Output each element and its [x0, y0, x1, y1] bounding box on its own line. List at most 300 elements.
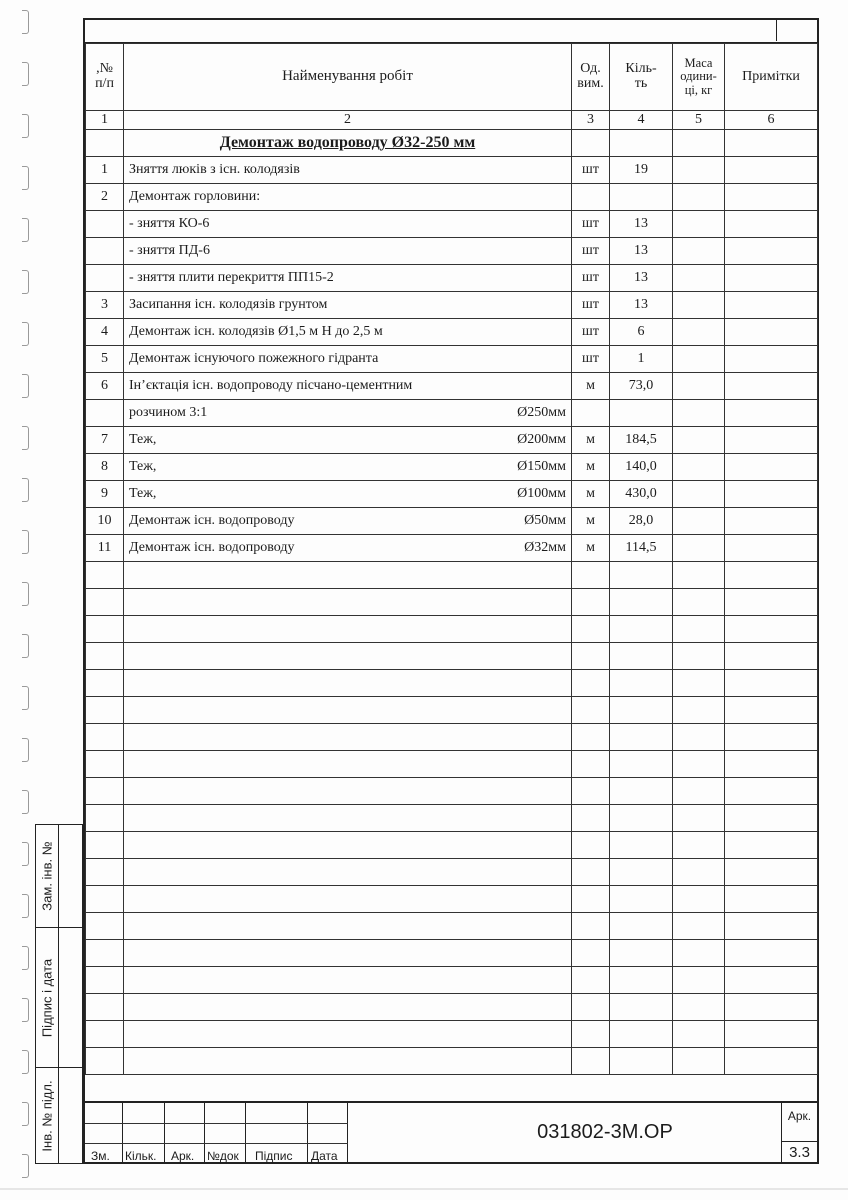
row-mass: [673, 238, 725, 265]
binder-hole: [22, 530, 29, 554]
table-row: [86, 400, 818, 427]
row-name: [124, 508, 572, 535]
binder-hole: [22, 270, 29, 294]
empty-cell: [124, 1048, 572, 1075]
empty-cell: [725, 697, 818, 724]
table-row: [86, 157, 818, 184]
empty-cell: [124, 805, 572, 832]
table-row: [86, 373, 818, 400]
row-unit: шт: [572, 157, 610, 184]
empty-cell: [572, 940, 610, 967]
row-unit: шт: [572, 238, 610, 265]
row-name-text: Демонтаж існуючого пожежного гідранта: [129, 351, 379, 366]
row-qty: 19: [610, 157, 673, 184]
column-numbers-row: [86, 111, 818, 130]
row-number: [86, 265, 124, 292]
row-name: [124, 427, 572, 454]
row-name-text: Теж,: [129, 432, 157, 447]
empty-row: [86, 670, 818, 697]
binder-hole: [22, 1154, 29, 1178]
table-row: [86, 481, 818, 508]
empty-cell: [86, 697, 124, 724]
row-number: 6: [86, 373, 124, 400]
empty-row: [86, 1021, 818, 1048]
tb-rule: [85, 1123, 348, 1124]
empty-cell: [673, 778, 725, 805]
row-mass: [673, 454, 725, 481]
empty-cell: [725, 1021, 818, 1048]
row-mass: [673, 157, 725, 184]
empty-cell: [673, 697, 725, 724]
empty-cell: [610, 832, 673, 859]
empty-row: [86, 589, 818, 616]
empty-cell: [673, 616, 725, 643]
binder-hole: [22, 946, 29, 970]
row-name-text: Демонтаж існ. колодязів Ø1,5 м H до 2,5 м: [129, 324, 383, 339]
empty-cell: [572, 751, 610, 778]
empty-cell: [610, 616, 673, 643]
section-row: [86, 130, 818, 157]
row-mass: [673, 508, 725, 535]
empty-cell: [572, 589, 610, 616]
tb-label-ark: Арк.: [171, 1149, 195, 1163]
empty-cell: [725, 940, 818, 967]
binder-hole: [22, 10, 29, 34]
row-mass: [673, 265, 725, 292]
empty-cell: [725, 670, 818, 697]
row-number: [86, 238, 124, 265]
empty-cell: [124, 967, 572, 994]
binder-hole: [22, 374, 29, 398]
tb-label-zm: Зм.: [91, 1149, 110, 1163]
row-unit: шт: [572, 292, 610, 319]
col-number: 2: [124, 111, 572, 130]
col-number: 6: [725, 111, 818, 130]
tb-label-data: Дата: [311, 1149, 338, 1163]
table-row: [86, 535, 818, 562]
row-mass: [673, 346, 725, 373]
empty-cell: [673, 967, 725, 994]
row-unit: м: [572, 373, 610, 400]
row-number: 2: [86, 184, 124, 211]
top-strip: [83, 18, 819, 43]
empty-cell: [610, 670, 673, 697]
empty-row: [86, 1048, 818, 1075]
row-unit: шт: [572, 319, 610, 346]
empty-cell: [86, 940, 124, 967]
col-number: 5: [673, 111, 725, 130]
row-unit: м: [572, 427, 610, 454]
empty-cell: [86, 1021, 124, 1048]
empty-cell: [86, 724, 124, 751]
binder-hole: [22, 322, 29, 346]
row-number: [86, 211, 124, 238]
row-qty: [610, 184, 673, 211]
row-number: 3: [86, 292, 124, 319]
row-diameter: Ø50мм: [524, 513, 566, 528]
row-notes: [725, 508, 818, 535]
empty-cell: [86, 994, 124, 1021]
row-qty: 13: [610, 238, 673, 265]
empty-cell: [673, 643, 725, 670]
row-mass: [673, 292, 725, 319]
empty-cell: [725, 913, 818, 940]
document-code: 031802-3М.ОР: [537, 1121, 673, 1143]
empty-cell: [725, 616, 818, 643]
empty-cell: [572, 778, 610, 805]
row-number: 7: [86, 427, 124, 454]
empty-row: [86, 967, 818, 994]
empty-cell: [610, 697, 673, 724]
empty-cell: [86, 589, 124, 616]
col-number: 1: [86, 111, 124, 130]
row-notes: [725, 184, 818, 211]
empty-cell: [725, 562, 818, 589]
section-title: Демонтаж водопроводу Ø32-250 мм: [124, 130, 572, 157]
empty-row: [86, 805, 818, 832]
table-row: [86, 454, 818, 481]
row-qty: 13: [610, 211, 673, 238]
empty-cell: [610, 940, 673, 967]
row-notes: [725, 292, 818, 319]
col-number: 4: [610, 111, 673, 130]
tb-label-ndok: №док: [207, 1149, 239, 1163]
stamp-label-cell: [36, 928, 59, 1067]
row-qty: 114,5: [610, 535, 673, 562]
row-name-text: Теж,: [129, 459, 157, 474]
empty-cell: [86, 670, 124, 697]
row-unit: шт: [572, 211, 610, 238]
empty-cell: [124, 913, 572, 940]
empty-cell: [673, 589, 725, 616]
empty-row: [86, 724, 818, 751]
header-qty: Кіль- ть: [610, 44, 673, 111]
row-number: 1: [86, 157, 124, 184]
row-name: [124, 400, 572, 427]
row-name: [124, 346, 572, 373]
row-notes: [725, 157, 818, 184]
empty-cell: [673, 1048, 725, 1075]
empty-cell: [124, 832, 572, 859]
row-number: 11: [86, 535, 124, 562]
empty-cell: [610, 751, 673, 778]
title-block: [85, 1101, 817, 1164]
header-mass: Маса одини- ці, кг: [673, 44, 725, 111]
binder-hole: [22, 62, 29, 86]
binder-hole: [22, 634, 29, 658]
row-name-text: Зняття люків з існ. колодязів: [129, 162, 300, 177]
row-name-text: розчином 3:1: [129, 405, 208, 420]
row-mass: [673, 184, 725, 211]
stamp-zam-inv: [35, 824, 83, 928]
row-qty: 13: [610, 292, 673, 319]
row-number: 9: [86, 481, 124, 508]
row-name-text: - зняття плити перекриття ПП15-2: [129, 270, 334, 285]
empty-cell: [572, 697, 610, 724]
empty-cell: [673, 1021, 725, 1048]
stamp-pidpys: [35, 928, 83, 1068]
row-notes: [725, 319, 818, 346]
empty-cell: [673, 805, 725, 832]
table-row: [86, 427, 818, 454]
row-qty: 140,0: [610, 454, 673, 481]
empty-cell: [725, 859, 818, 886]
empty-cell: [86, 130, 124, 157]
empty-cell: [610, 805, 673, 832]
empty-cell: [86, 751, 124, 778]
empty-row: [86, 643, 818, 670]
binder-hole: [22, 686, 29, 710]
row-notes: [725, 427, 818, 454]
row-unit: м: [572, 535, 610, 562]
empty-cell: [673, 130, 725, 157]
header-name: Найменування робіт: [124, 44, 572, 111]
empty-cell: [673, 886, 725, 913]
empty-cell: [673, 913, 725, 940]
row-unit: шт: [572, 346, 610, 373]
sheet-number: 3.3: [782, 1141, 817, 1161]
empty-cell: [610, 643, 673, 670]
empty-cell: [725, 643, 818, 670]
empty-cell: [124, 670, 572, 697]
row-name: [124, 481, 572, 508]
empty-cell: [572, 832, 610, 859]
empty-cell: [673, 832, 725, 859]
header-notes: Примітки: [725, 44, 818, 111]
empty-cell: [86, 643, 124, 670]
empty-cell: [124, 886, 572, 913]
row-notes: [725, 211, 818, 238]
row-name: [124, 292, 572, 319]
empty-cell: [610, 886, 673, 913]
empty-cell: [124, 562, 572, 589]
row-name: [124, 454, 572, 481]
tb-label-kilk: Кільк.: [125, 1149, 157, 1163]
empty-cell: [610, 1048, 673, 1075]
stamp-label-cell: [36, 825, 59, 927]
binder-hole: [22, 166, 29, 190]
empty-cell: [86, 859, 124, 886]
row-name-text: Ін’єктація існ. водопроводу пісчано-цементним: [129, 378, 413, 393]
row-name-text: Демонтаж існ. водопроводу: [129, 513, 295, 528]
empty-row: [86, 913, 818, 940]
stamp-inv-pidl-label: Інв. № підл.: [39, 1079, 55, 1152]
empty-cell: [673, 670, 725, 697]
empty-cell: [610, 1021, 673, 1048]
empty-cell: [124, 994, 572, 1021]
row-notes: [725, 238, 818, 265]
table-row: [86, 238, 818, 265]
binder-hole: [22, 738, 29, 762]
row-mass: [673, 319, 725, 346]
header-unit: Од. вим.: [572, 44, 610, 111]
table-row: [86, 211, 818, 238]
empty-cell: [610, 589, 673, 616]
row-name-text: Демонтаж існ. водопроводу: [129, 540, 295, 555]
row-diameter: Ø100мм: [517, 486, 566, 501]
row-name-text: - зняття ПД-6: [129, 243, 210, 258]
row-number: 10: [86, 508, 124, 535]
empty-cell: [725, 130, 818, 157]
row-diameter: Ø150мм: [517, 459, 566, 474]
top-corner-box: [776, 18, 819, 41]
empty-row: [86, 751, 818, 778]
row-unit: [572, 184, 610, 211]
empty-row: [86, 616, 818, 643]
row-diameter: Ø200мм: [517, 432, 566, 447]
empty-cell: [610, 994, 673, 1021]
empty-cell: [673, 859, 725, 886]
empty-cell: [610, 724, 673, 751]
row-mass: [673, 481, 725, 508]
row-name: [124, 238, 572, 265]
row-name: [124, 211, 572, 238]
empty-cell: [124, 1021, 572, 1048]
empty-cell: [86, 832, 124, 859]
empty-row: [86, 778, 818, 805]
table-row: [86, 508, 818, 535]
binder-hole: [22, 218, 29, 242]
row-mass: [673, 427, 725, 454]
works-table: [85, 43, 818, 1075]
col-number: 3: [572, 111, 610, 130]
row-name-text: Теж,: [129, 486, 157, 501]
empty-cell: [610, 913, 673, 940]
row-number: 8: [86, 454, 124, 481]
tb-rule: [85, 1143, 348, 1144]
row-qty: [610, 400, 673, 427]
empty-cell: [725, 886, 818, 913]
row-name-text: Демонтаж горловини:: [129, 189, 261, 204]
empty-row: [86, 562, 818, 589]
table-row: [86, 292, 818, 319]
empty-cell: [572, 1048, 610, 1075]
stamp-inv-pidl: [35, 1068, 83, 1164]
empty-cell: [673, 940, 725, 967]
binder-hole: [22, 1050, 29, 1074]
table-row: [86, 319, 818, 346]
row-unit: м: [572, 481, 610, 508]
table-row: [86, 346, 818, 373]
empty-cell: [725, 589, 818, 616]
empty-cell: [725, 1048, 818, 1075]
binder-hole: [22, 894, 29, 918]
empty-cell: [572, 670, 610, 697]
stamp-zam-inv-label: Зам. інв. №: [39, 841, 55, 911]
empty-cell: [86, 886, 124, 913]
stamp-label-cell: [36, 1068, 59, 1163]
row-qty: 73,0: [610, 373, 673, 400]
empty-cell: [86, 616, 124, 643]
empty-cell: [572, 643, 610, 670]
binder-hole: [22, 998, 29, 1022]
empty-cell: [673, 562, 725, 589]
row-notes: [725, 535, 818, 562]
empty-cell: [572, 805, 610, 832]
empty-cell: [572, 886, 610, 913]
empty-row: [86, 832, 818, 859]
empty-cell: [86, 967, 124, 994]
empty-cell: [725, 805, 818, 832]
empty-cell: [572, 913, 610, 940]
header-num: ,№ п/п: [86, 44, 124, 111]
table-row: [86, 265, 818, 292]
binder-hole: [22, 1102, 29, 1126]
stamp-pidpys-label: Підпис і дата: [39, 958, 55, 1037]
row-number: 5: [86, 346, 124, 373]
empty-cell: [725, 994, 818, 1021]
row-name: [124, 373, 572, 400]
binder-hole: [22, 114, 29, 138]
empty-cell: [86, 1048, 124, 1075]
empty-cell: [610, 130, 673, 157]
row-number: 4: [86, 319, 124, 346]
row-mass: [673, 535, 725, 562]
empty-cell: [610, 967, 673, 994]
empty-cell: [725, 724, 818, 751]
sheet-box: [781, 1103, 817, 1164]
empty-row: [86, 940, 818, 967]
row-name: [124, 265, 572, 292]
row-qty: 13: [610, 265, 673, 292]
empty-cell: [86, 562, 124, 589]
row-name-text: - зняття КО-6: [129, 216, 210, 231]
row-name: [124, 319, 572, 346]
empty-cell: [572, 967, 610, 994]
row-qty: 1: [610, 346, 673, 373]
empty-cell: [673, 724, 725, 751]
row-unit: м: [572, 508, 610, 535]
empty-cell: [124, 616, 572, 643]
empty-row: [86, 697, 818, 724]
row-notes: [725, 265, 818, 292]
row-diameter: Ø250мм: [517, 405, 566, 420]
empty-cell: [572, 859, 610, 886]
empty-cell: [86, 805, 124, 832]
row-notes: [725, 454, 818, 481]
empty-cell: [572, 1021, 610, 1048]
empty-cell: [86, 778, 124, 805]
sheet-label: Арк.: [787, 1109, 812, 1123]
empty-row: [86, 859, 818, 886]
row-notes: [725, 400, 818, 427]
empty-row: [86, 994, 818, 1021]
empty-cell: [124, 940, 572, 967]
row-qty: 28,0: [610, 508, 673, 535]
binder-hole: [22, 478, 29, 502]
row-notes: [725, 373, 818, 400]
empty-cell: [572, 994, 610, 1021]
empty-cell: [124, 643, 572, 670]
empty-cell: [572, 130, 610, 157]
row-qty: 430,0: [610, 481, 673, 508]
row-name-text: Засипання існ. колодязів грунтом: [129, 297, 328, 312]
binder-hole: [22, 582, 29, 606]
row-number: [86, 400, 124, 427]
row-qty: 6: [610, 319, 673, 346]
scan-edge: [0, 1188, 848, 1190]
row-notes: [725, 481, 818, 508]
row-notes: [725, 346, 818, 373]
empty-cell: [673, 751, 725, 778]
row-name: [124, 184, 572, 211]
empty-cell: [610, 562, 673, 589]
empty-cell: [725, 778, 818, 805]
empty-cell: [124, 751, 572, 778]
row-qty: 184,5: [610, 427, 673, 454]
row-mass: [673, 373, 725, 400]
empty-cell: [572, 724, 610, 751]
